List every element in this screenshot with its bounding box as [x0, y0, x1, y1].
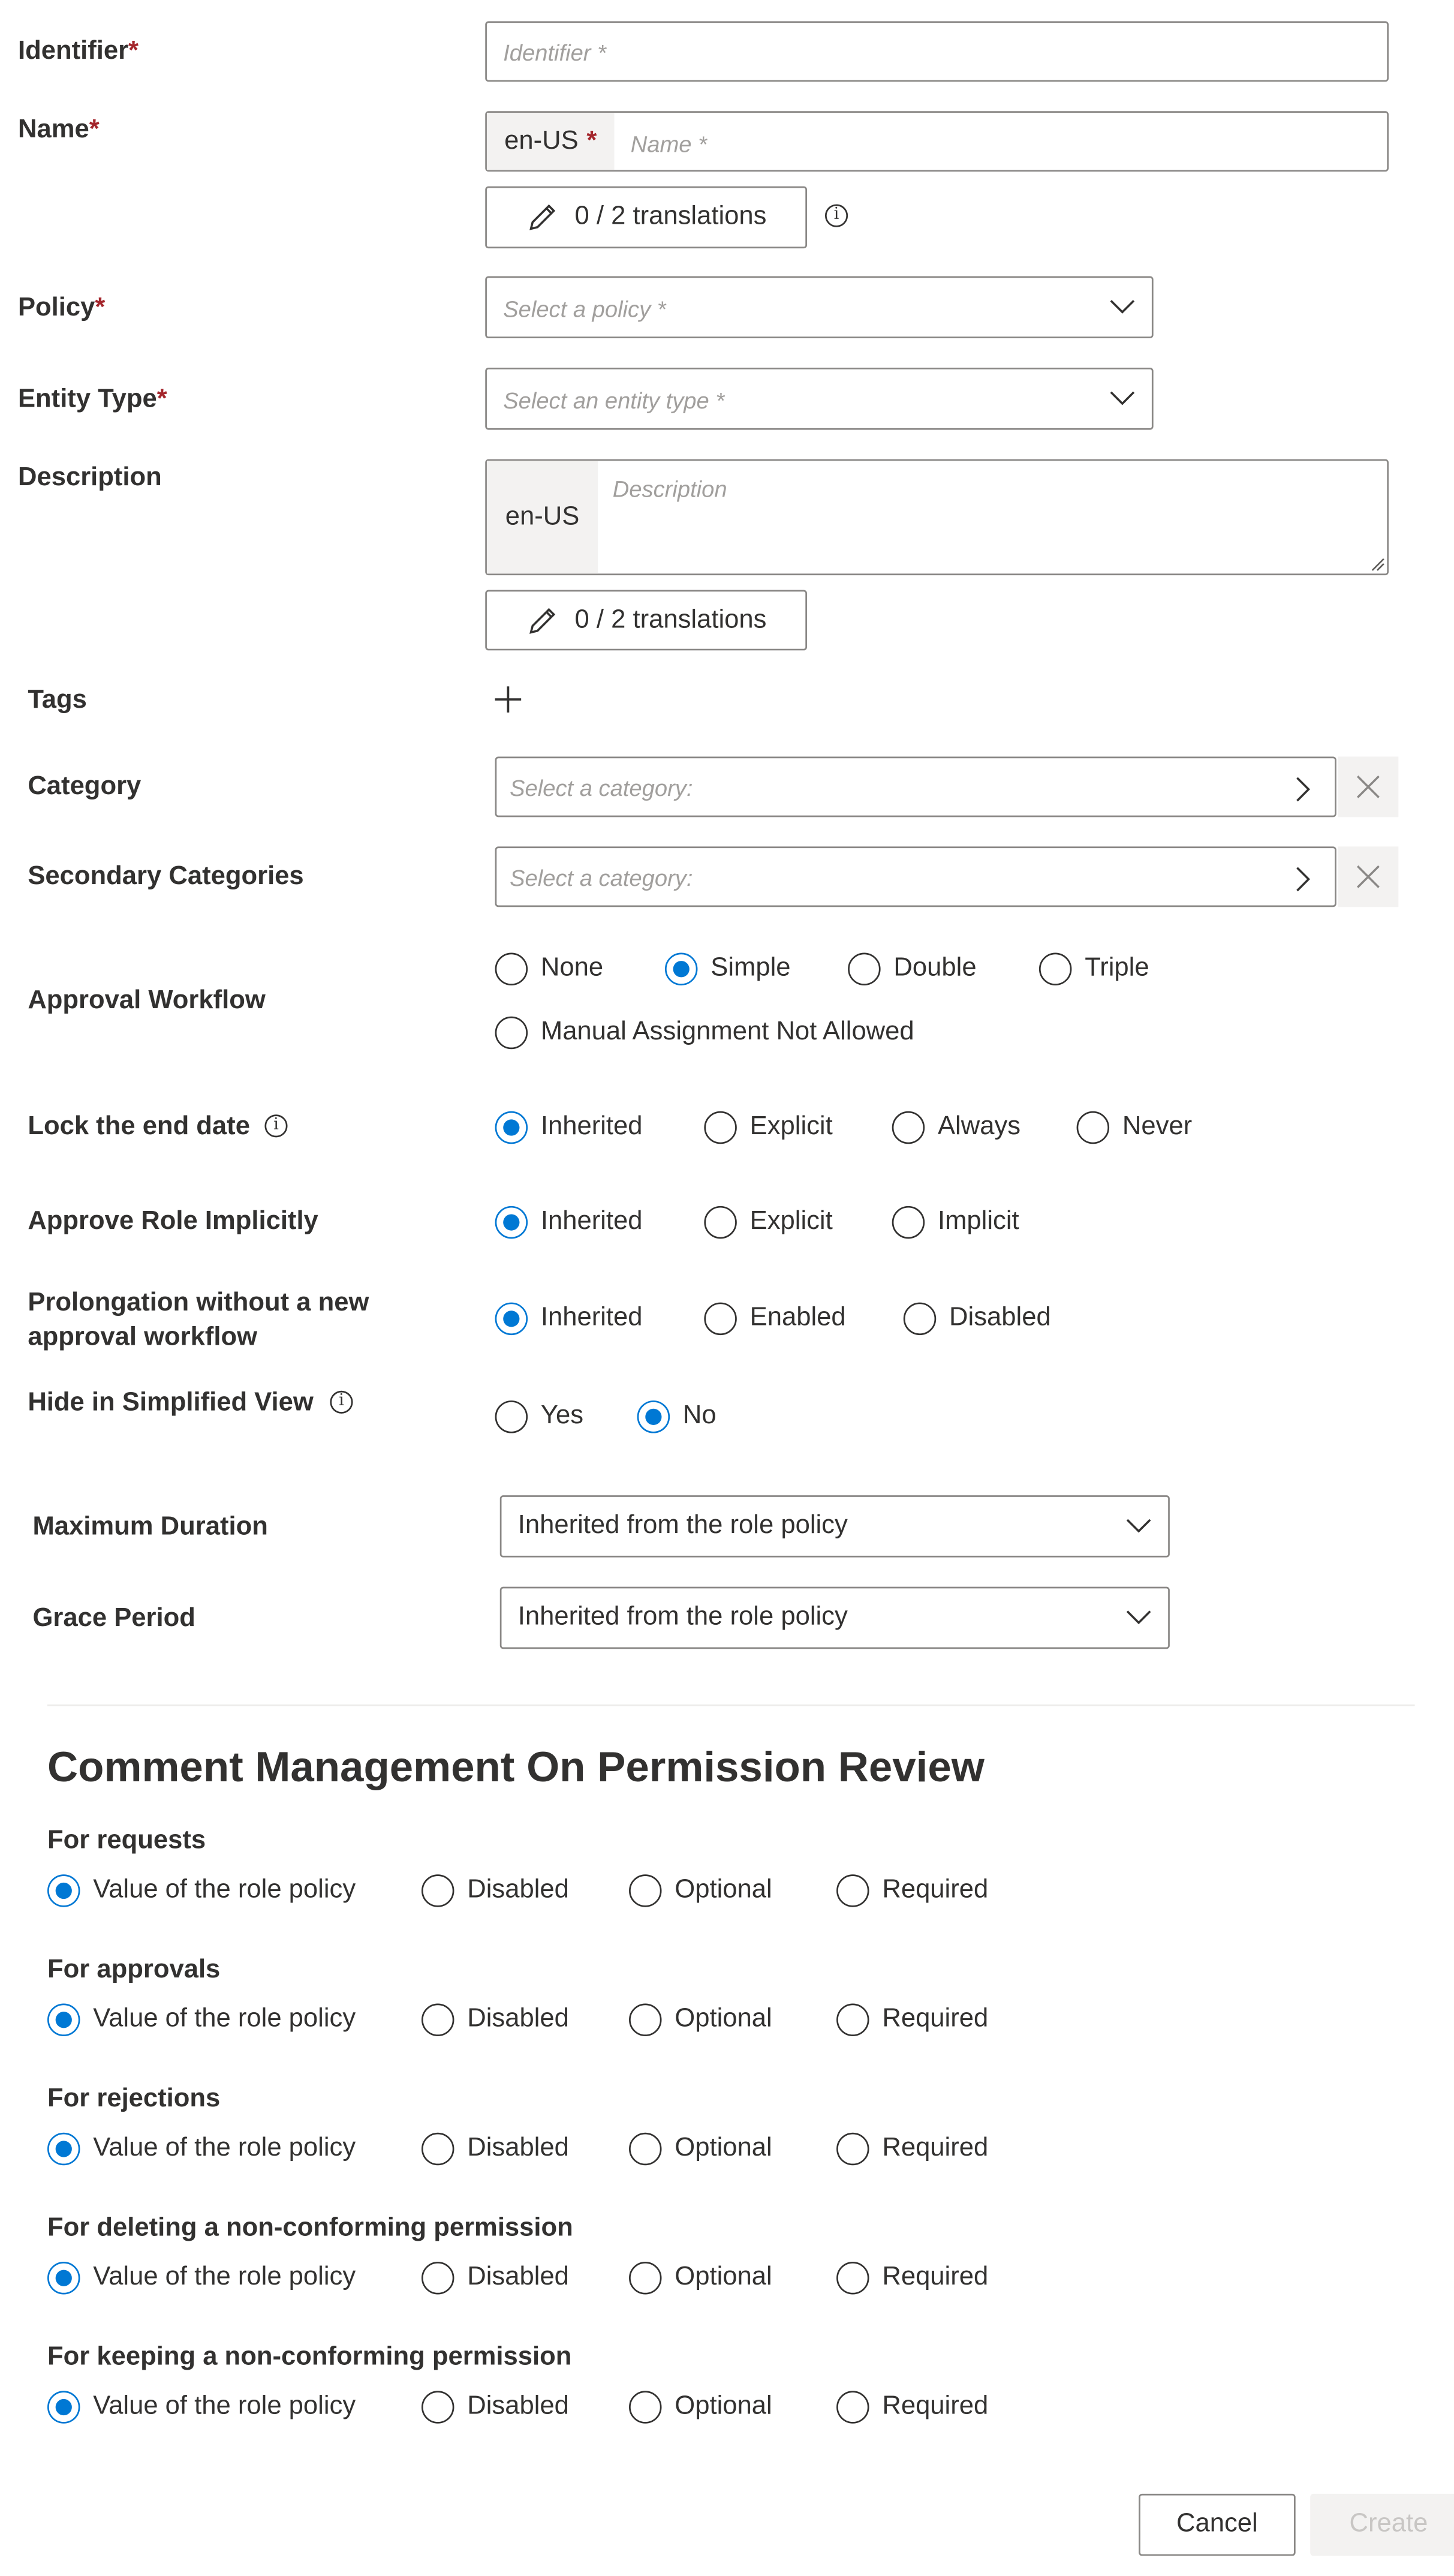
identifier-input[interactable]: [485, 21, 1389, 82]
comment-option-disabled[interactable]: Disabled: [422, 2133, 569, 2165]
pencil-icon: [526, 604, 558, 636]
category-label: Category: [28, 773, 142, 801]
hide-option-no[interactable]: No: [637, 1400, 717, 1433]
comment-option-value-of-the-role-policy[interactable]: Value of the role policy: [47, 2391, 356, 2423]
info-icon[interactable]: i: [330, 1391, 353, 1414]
name-label: Name*: [17, 116, 100, 144]
max-duration-select[interactable]: [500, 1495, 1170, 1558]
max-duration-label: Maximum Duration: [32, 1513, 268, 1541]
close-icon: [1356, 775, 1381, 799]
comment-group-label: For keeping a non-conforming permission: [47, 2343, 572, 2371]
policy-label: Policy*: [17, 294, 106, 322]
comment-option-disabled[interactable]: Disabled: [422, 2262, 569, 2294]
prolongation-option-disabled[interactable]: Disabled: [904, 1303, 1051, 1335]
approve-option-explicit[interactable]: Explicit: [704, 1206, 832, 1239]
resize-handle-icon[interactable]: [1371, 557, 1386, 572]
comment-option-required[interactable]: Required: [836, 2391, 988, 2423]
lock-option-always[interactable]: Always: [892, 1111, 1020, 1144]
max-duration-value: Inherited from the role policy: [517, 1511, 848, 1540]
close-icon: [1356, 864, 1381, 889]
chevron-down-icon: [1109, 299, 1136, 315]
comment-option-required[interactable]: Required: [836, 2133, 988, 2165]
entity-type-select[interactable]: [485, 368, 1153, 430]
comment-option-disabled[interactable]: Disabled: [422, 1874, 569, 1907]
category-picker[interactable]: [495, 757, 1336, 817]
comment-option-value-of-the-role-policy[interactable]: Value of the role policy: [47, 2262, 356, 2294]
comment-option-value-of-the-role-policy[interactable]: Value of the role policy: [47, 2003, 356, 2036]
comment-group-label: For requests: [47, 1827, 206, 1855]
prolongation-option-enabled[interactable]: Enabled: [704, 1303, 845, 1335]
secondary-categories-label: Secondary Categories: [28, 862, 304, 891]
comment-option-optional[interactable]: Optional: [629, 2262, 772, 2294]
lock-end-date-label: Lock the end date: [28, 1113, 250, 1141]
description-textarea[interactable]: [485, 459, 1389, 575]
tags-label: Tags: [28, 686, 87, 714]
description-placeholder: Description: [612, 475, 727, 502]
comment-option-required[interactable]: Required: [836, 2262, 988, 2294]
secondary-category-picker[interactable]: [495, 846, 1336, 907]
hide-option-yes[interactable]: Yes: [495, 1400, 583, 1433]
comment-group-label: For deleting a non-conforming permission: [47, 2214, 573, 2243]
grace-period-value: Inherited from the role policy: [517, 1603, 848, 1631]
lock-option-never[interactable]: Never: [1077, 1111, 1193, 1144]
prolongation-label: Prolongation without a new approval workflow: [28, 1289, 369, 1352]
lock-option-inherited[interactable]: Inherited: [495, 1111, 643, 1144]
chevron-right-icon: [1296, 776, 1312, 802]
secondary-category-placeholder: Select a category:: [510, 864, 693, 891]
comment-option-optional[interactable]: Optional: [629, 2133, 772, 2165]
prolongation-option-inherited[interactable]: Inherited: [495, 1303, 643, 1335]
comment-group-label: For approvals: [47, 1956, 221, 1984]
chevron-down-icon: [1125, 1610, 1152, 1626]
description-label: Description: [17, 464, 162, 492]
description-translations-button[interactable]: [485, 590, 807, 651]
approve-option-implicit[interactable]: Implicit: [892, 1206, 1019, 1239]
approve-option-inherited[interactable]: Inherited: [495, 1206, 643, 1239]
approval-option-manual[interactable]: Manual Assignment Not Allowed: [495, 1017, 914, 1049]
chevron-right-icon: [1296, 866, 1312, 892]
policy-placeholder: Select a policy *: [503, 296, 666, 322]
secondary-category-clear-button[interactable]: [1338, 846, 1399, 907]
comment-option-required[interactable]: Required: [836, 2003, 988, 2036]
info-icon[interactable]: i: [264, 1114, 287, 1137]
hide-simplified-label: Hide in Simplified View: [28, 1388, 314, 1417]
create-button[interactable]: Create: [1310, 2494, 1454, 2556]
comment-option-optional[interactable]: Optional: [629, 2003, 772, 2036]
comment-option-optional[interactable]: Optional: [629, 2391, 772, 2423]
identifier-placeholder: Identifier *: [503, 39, 606, 65]
policy-select[interactable]: [485, 276, 1153, 338]
approval-option-double[interactable]: Double: [848, 953, 976, 985]
approve-role-label: Approve Role Implicitly: [28, 1207, 318, 1236]
comment-option-optional[interactable]: Optional: [629, 1874, 772, 1907]
comment-option-value-of-the-role-policy[interactable]: Value of the role policy: [47, 2133, 356, 2165]
entity-type-label: Entity Type*: [17, 386, 167, 414]
lock-option-explicit[interactable]: Explicit: [704, 1111, 832, 1144]
grace-period-label: Grace Period: [32, 1604, 195, 1633]
name-translations-button[interactable]: [485, 187, 807, 249]
description-language-prefix: en-US: [487, 461, 598, 573]
description-translations-label: 0 / 2 translations: [574, 605, 767, 633]
grace-period-select[interactable]: [500, 1587, 1170, 1649]
name-placeholder: Name *: [630, 130, 707, 157]
entity-type-placeholder: Select an entity type *: [503, 387, 725, 414]
comment-option-value-of-the-role-policy[interactable]: Value of the role policy: [47, 1874, 356, 1907]
plus-icon[interactable]: [493, 685, 523, 714]
approval-option-simple[interactable]: Simple: [665, 953, 791, 985]
identifier-label: Identifier*: [17, 37, 139, 65]
section-title: Comment Management On Permission Review: [47, 1742, 985, 1792]
comment-option-required[interactable]: Required: [836, 1874, 988, 1907]
comment-group-label: For rejections: [47, 2085, 221, 2114]
chevron-down-icon: [1109, 390, 1136, 407]
comment-option-disabled[interactable]: Disabled: [422, 2391, 569, 2423]
info-icon[interactable]: i: [825, 205, 848, 227]
comment-option-disabled[interactable]: Disabled: [422, 2003, 569, 2036]
category-clear-button[interactable]: [1338, 757, 1399, 817]
approval-workflow-label: Approval Workflow: [28, 987, 266, 1015]
approval-option-triple[interactable]: Triple: [1039, 953, 1149, 985]
pencil-icon: [526, 201, 558, 233]
name-translations-label: 0 / 2 translations: [574, 202, 767, 231]
chevron-down-icon: [1125, 1518, 1152, 1534]
name-language-prefix: en-US *: [487, 113, 615, 170]
section-divider: [47, 1705, 1415, 1706]
name-input[interactable]: [485, 111, 1389, 172]
cancel-button[interactable]: Cancel: [1139, 2494, 1296, 2556]
approval-option-none[interactable]: None: [495, 953, 604, 985]
category-placeholder: Select a category:: [510, 774, 693, 801]
